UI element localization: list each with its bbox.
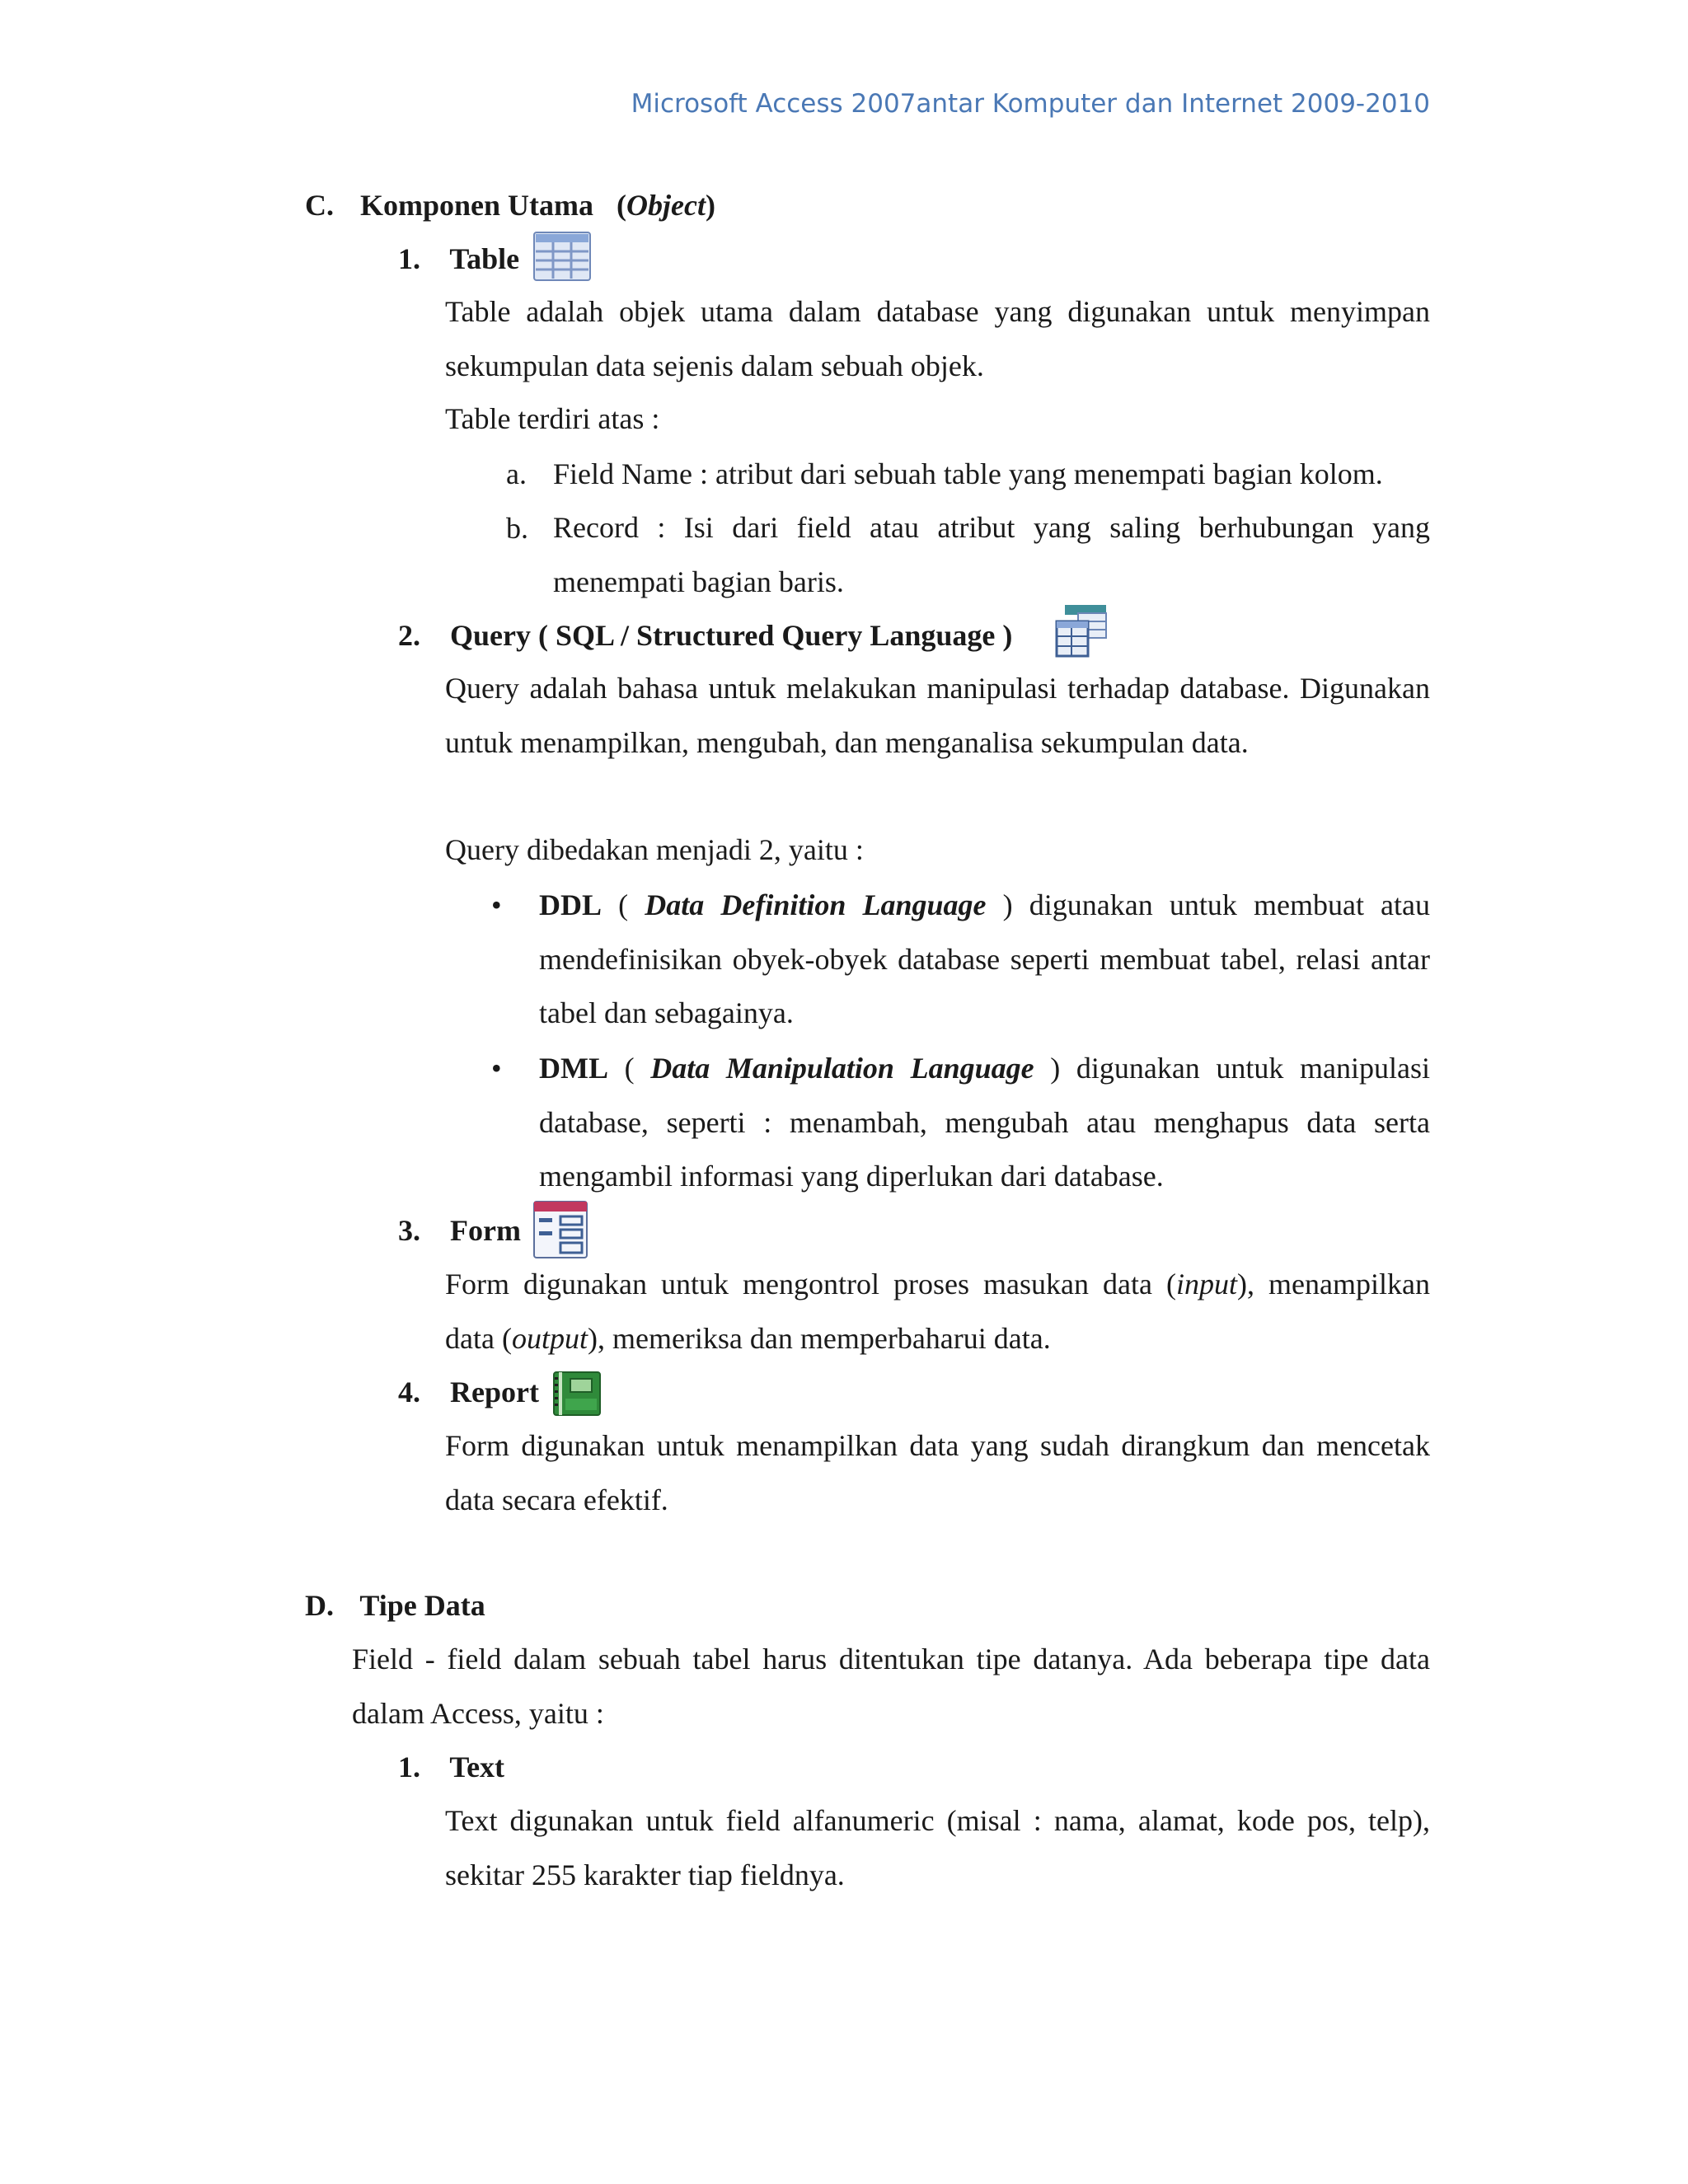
query-icon bbox=[1053, 603, 1109, 659]
item-table-heading bbox=[398, 241, 519, 277]
section-d-title: Tipe Data bbox=[359, 1589, 485, 1622]
item-number: 3. bbox=[398, 1214, 420, 1247]
table-paragraph-2: Table terdiri atas : bbox=[445, 402, 660, 435]
form-italic-output: output bbox=[511, 1321, 588, 1355]
dml-lead: DML bbox=[539, 1052, 608, 1085]
bullet-dml bbox=[539, 1042, 1430, 1204]
item-number: 4. bbox=[398, 1376, 420, 1408]
form-italic-input: input bbox=[1176, 1268, 1238, 1301]
section-c-heading bbox=[305, 187, 715, 223]
dml-text: digunakan untuk manipulasi database, seperti : menambah, mengubah atau menghapus data serta mengambil informasi yang diperlukan dari database. bbox=[539, 1052, 1431, 1193]
ddl-paren-close: ) bbox=[1002, 888, 1013, 921]
form-text-b: ), menampilkan data ( bbox=[445, 1268, 1430, 1355]
ddl-paren-open: ( bbox=[618, 888, 629, 921]
table-icon bbox=[533, 232, 591, 281]
dml-italic: Data Manipulation Language bbox=[650, 1052, 1034, 1085]
ddl-lead: DDL bbox=[539, 888, 603, 921]
section-c-title-italic: Object bbox=[626, 189, 706, 222]
item-number: 2. bbox=[398, 619, 420, 652]
table-sub-a-letter: a. bbox=[506, 457, 527, 490]
item-title: Report bbox=[450, 1376, 539, 1408]
table-sub-a-text: Field Name : atribut dari sebuah table yang menempati bagian kolom. bbox=[553, 457, 1383, 490]
ddl-italic: Data Definition Language bbox=[645, 888, 987, 921]
text-paragraph: Text digunakan untuk field alfanumeric (misal : nama, alamat, kode pos, telp), sekitar 255 karakter tiap fieldnya. bbox=[445, 1804, 1430, 1891]
section-c-label: C. bbox=[305, 189, 334, 222]
dml-paren-open: ( bbox=[624, 1052, 635, 1085]
item-number: 1. bbox=[398, 242, 420, 275]
table-sub-b-text: Record : Isi dari field atau atribut yang saling berhubungan yang menempati bagian baris. bbox=[553, 511, 1430, 598]
form-icon bbox=[532, 1200, 588, 1259]
section-d-label: D. bbox=[305, 1589, 334, 1622]
section-d-intro: Field - field dalam sebuah tabel harus ditentukan tipe datanya. Ada beberapa tipe data dalam Access, yaitu : bbox=[352, 1643, 1430, 1730]
table-sub-b-letter: b. bbox=[506, 512, 528, 545]
form-paragraph bbox=[445, 1258, 1430, 1366]
section-c-paren-open: ( bbox=[617, 189, 627, 222]
table-paragraph-1: Table adalah objek utama dalam database yang digunakan untuk menyimpan sekumpulan data sejenis dalam sebuah objek. bbox=[445, 295, 1430, 382]
item-title: Text bbox=[449, 1750, 505, 1783]
section-d-heading bbox=[305, 1587, 485, 1624]
query-paragraph-2: Query dibedakan menjadi 2, yaitu : bbox=[445, 833, 864, 866]
item-title: Form bbox=[450, 1214, 521, 1247]
item-title: Query ( SQL / Structured Query Language ) bbox=[450, 619, 1013, 652]
item-title: Table bbox=[449, 242, 520, 275]
ddl-text: digunakan untuk membuat atau mendefinisikan obyek-obyek database seperti membuat tabel, relasi antar tabel dan sebagainya. bbox=[539, 888, 1431, 1029]
dml-paren-close: ) bbox=[1050, 1052, 1061, 1085]
query-paragraph-1: Query adalah bahasa untuk melakukan manipulasi terhadap database. Digunakan untuk menampilkan, mengubah, dan menganalisa sekumpulan data. bbox=[445, 672, 1430, 759]
page-header: Microsoft Access 2007antar Komputer dan Internet 2009-2010 bbox=[631, 89, 1430, 119]
bullet-ddl-marker: • bbox=[491, 888, 502, 921]
bullet-ddl bbox=[539, 879, 1430, 1041]
section-c-paren-close: ) bbox=[705, 189, 715, 222]
item-report-heading bbox=[398, 1374, 539, 1410]
item-number: 1. bbox=[398, 1750, 420, 1783]
item-query-heading bbox=[398, 617, 1012, 654]
bullet-dml-marker: • bbox=[491, 1052, 502, 1085]
report-paragraph: Form digunakan untuk menampilkan data yang sudah dirangkum dan mencetak data secara efektif. bbox=[445, 1429, 1430, 1516]
form-text-a: Form digunakan untuk mengontrol proses masukan data ( bbox=[445, 1268, 1177, 1301]
form-text-c: ), memeriksa dan memperbaharui data. bbox=[587, 1321, 1051, 1355]
item-form-heading bbox=[398, 1212, 521, 1249]
report-icon bbox=[552, 1371, 602, 1417]
section-c-title: Komponen Utama bbox=[360, 189, 594, 222]
item-text-heading bbox=[398, 1749, 504, 1785]
